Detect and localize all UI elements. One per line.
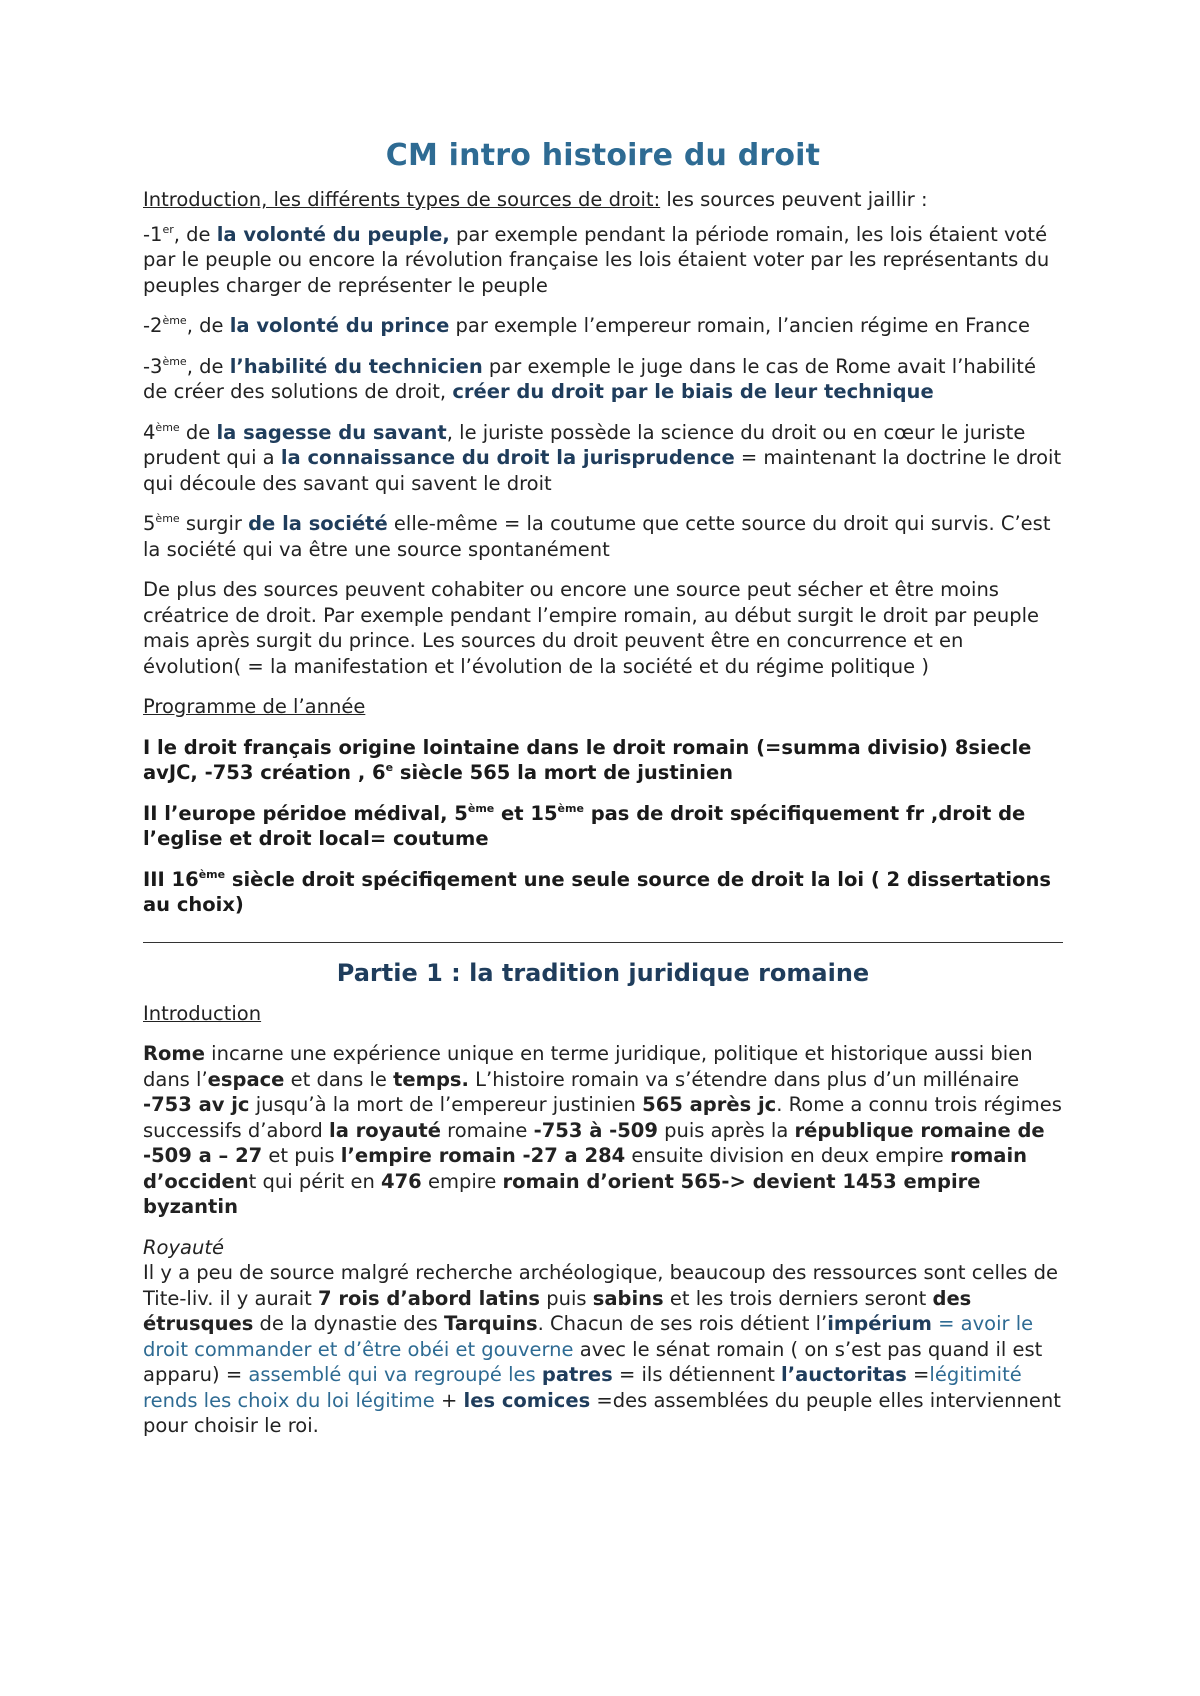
source-3-highlight: l’habilité du technicien [229,354,483,378]
plan-item-2: II l’europe péridoe médival, 5ème et 15ème pas de droit spécifiquement fr ,droit de l’eglise et droit local= coutume [143,801,1026,850]
royaute-heading: Royauté [143,1235,224,1259]
source-2-highlight: la volonté du prince [229,314,450,337]
source-4-highlight: la sagesse du savant [216,420,447,444]
plan-item-1: I le droit français origine lointaine dans le droit romain (=summa divisio) 8siecle avJC, -753 création , 6e siècle 565 la mort de justinien [143,735,1032,784]
plan-item-3: III 16ème siècle droit spécifiqement une seule source de droit la loi ( 2 dissertations au choix) [143,867,1051,916]
part-1-title: Partie 1 : la tradition juridique romaine [336,958,870,987]
source-4-highlight-2: la connaissance du droit la jurisprudence [280,446,735,469]
programme-heading: Programme de l’année [143,695,366,718]
source-2-paragraph: -2ème, de la volonté du prince par exemple l’empereur romain, l’ancien régime en France [143,314,1030,337]
document-title: CM intro histoire du droit [385,138,821,173]
intro-paragraph: Introduction, les différents types de sources de droit: les sources peuvent jaillir : [143,188,928,211]
section-divider [143,942,1063,943]
rome-paragraph: Rome incarne une expérience unique en terme juridique, politique et historique aussi bien dans l’espace et dans le temps. L’histoire romain va s’étendre dans plus d’un millénaire -753 av jc jusqu’à la mort de l’empereur justinien 565 après jc. Rome a connu trois régimes successifs d’abord la royauté romaine -753 à -509 puis après la république romaine de -509 a – 27 et puis l’empire romain -27 a 284 ensuite division en deux empire romain d’occident qui périt en 476 empire romain d’orient 565-> devient 1453 empire byzantin [143,1042,1062,1218]
source-3-paragraph: -3ème, de l’habilité du technicien par exemple le juge dans le cas de Rome avait l’habilité de créer des solutions de droit, créer du droit par le biais de leur technique [143,354,1036,403]
source-5-highlight: de la société [248,512,388,535]
source-1-paragraph: -1er, de la volonté du peuple, par exemple pendant la période romain, les lois étaient voté par le peuple ou encore la révolution française les lois étaient voter par les représentants du peuples charger de représenter le peuple [143,222,1050,297]
source-3-highlight-2: créer du droit par le biais de leur technique [452,380,934,403]
intro-label: Introduction, les différents types de sources de droit: [143,188,661,211]
document-body [143,138,1063,1454]
source-4-paragraph: 4ème de la sagesse du savant, le juriste possède la science du droit ou en cœur le juriste prudent qui a la connaissance du droit la jurisprudence = maintenant la doctrine le droit qui découle des savant qui savent le droit [143,420,1062,495]
source-1-highlight: la volonté du peuple, [216,222,450,246]
sources-cohabitation-paragraph: De plus des sources peuvent cohabiter ou encore une source peut sécher et être moins créatrice de droit. Par exemple pendant l’empire romain, au début surgit le droit par peuple mais après surgit du prince. Les sources du droit peuvent être en concurrence et en évolution( = la manifestation et l’évolution de la société et du régime politique ) [143,578,1040,678]
part-1-intro-heading: Introduction [143,1001,262,1025]
source-5-paragraph: 5ème surgir de la société elle-même = la coutume que cette source du droit qui survis. C’est la société qui va être une source spontanément [143,512,1051,561]
royaute-paragraph: Royauté Il y a peu de source malgré recherche archéologique, beaucoup des ressources sont celles de Tite-liv. il y aurait 7 rois d’abord latins puis sabins et les trois derniers seront des étrusques de la dynastie des Tarquins. Chacun de ses rois détient l’impérium = avoir le droit commander et d’être obéi et gouverne avec le sénat romain ( on s’est pas quand il est apparu) = assemblé qui va regroupé les patres = ils détiennent l’auctoritas =légitimité rends les choix du loi légitime + les comices =des assemblées du peuple elles interviennent pour choisir le roi. [143,1235,1061,1437]
